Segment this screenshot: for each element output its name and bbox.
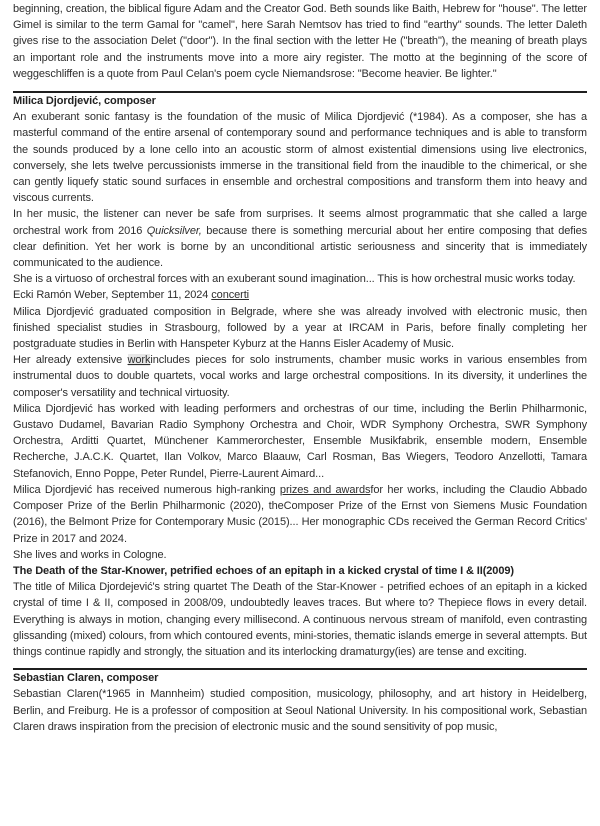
paragraph: In her music, the listener can never be safe from surprises. It seems almost programmatic that she called a large orchestral work from 2016 Quicksilver, because there is something mercurial about her entire composing that defies clear definition. Yet her work is borne by an unconditional artistic seriousness and sincerity that is immediately communicated to the audience. xyxy=(13,208,587,270)
paragraph: Milica Djordjević has received numerous high-ranking prizes and awardsfor her works, including the Claudio Abbado Composer Prize of the Berlin Philharmonic (2020), theComposer Prize of the Ernst von Siemens Music Foundation (2016), the Belmont Prize for Contemporary Music (2015)... Her monographic CDs received the German Record Critics' Prize in 2017 and 2024. xyxy=(13,483,587,545)
paragraph: Sebastian Claren(*1965 in Mannheim) studied composition, musicology, philosophy, and art history in Heidelberg, Berlin, and Freiburg. He is a professor of composition at Seoul National University. In his compositional work, Sebastian Claren draws inspiration from the precision of electronic music and the sound sensitivity of pop music, xyxy=(13,688,587,733)
paragraph: An exuberant sonic fantasy is the foundation of the music of Milica Djordjević (*1984). As a composer, she has a masterful command of the entire arsenal of contemporary sound and performance techniques and is able to transform the sounds produced by a lone cello into an acoustic storm of almost existential dimensions using live electronics, conversely, she lets twelve percussionists immerse in the transitional field from the inaudible to the chimerical, or she can gently liquefy static sound surfaces in ensemble and orchestral compositions and transform them into heavy and viscous currents. xyxy=(13,111,587,205)
paragraph: beginning, creation, the biblical figure Adam and the Creator God. Beth sounds like Baith, Hebrew for "house". The letter Gimel is similar to the term Gamal for "camel", here Sarah Nemtsov has tried to find "earthy" sounds. The letter Daleth gives rise to the association Delet ("door"). In the final section with the letter He ("breath"), the meaning of breath plays an important role and the instruments move into a more airy register. The motto at the beginning of the score of weggeschliffen is a quote from Paul Celan's poem cycle Niemandsrose: "Become heavier. Be lighter." xyxy=(13,3,587,80)
section-heading: The Death of the Star-Knower, petrified echoes of an epitaph in a kicked crystal of time I & II(2009) xyxy=(13,564,514,577)
paragraph-citation: Ecki Ramón Weber, September 11, 2024 concerti xyxy=(13,289,249,302)
section-sebastian-claren xyxy=(13,670,587,735)
work-link[interactable]: work xyxy=(127,354,151,367)
paragraph: Her already extensive workincludes pieces for solo instruments, chamber music works in various ensembles from instrumental duos to double quartets, vocal works and large orchestral compositions. In its diversity, it underlines the composer's versatility and technical virtuosity. xyxy=(13,354,587,399)
section-milica-djordjevic xyxy=(13,93,587,563)
paragraph: She is a virtuoso of orchestral forces with an exuberant sound imagination... This is how orchestral music works today. xyxy=(13,273,576,286)
paragraph: The title of Milica Djordejević's string quartet The Death of the Star-Knower - petrified echoes of an epitaph in a kicked crystal of time I & II, composed in 2008/09, undoubtedly leaves traces. But where to? Thepiece flows in every detail. Everything is always in motion, changing every millisecond. A continuous nervous stream of manifold, even contrasting glissanding (mixed) colours, from which contoured events, mini-stories, thematic islands emerge in several attempts. But things continue rapidly and strongly, the situation and its interlocking dramaturgy(ies) are tense and exciting. xyxy=(13,581,587,658)
paragraph: Milica Djordjević graduated composition in Belgrade, where she was already involved with electronic music, then finished specialist studies in Strasbourg, followed by a year at IRCAM in Paris, before finally completing her postgraduate studies in Berlin with Hanspeter Kyburz at the Hanns Eisler Academy of Music. xyxy=(13,305,587,351)
section-heading: Milica Djordjević, composer xyxy=(13,95,156,108)
section-weggeschliffen-continued xyxy=(13,1,587,82)
concerti-link[interactable]: concerti xyxy=(211,289,249,302)
prizes-and-awards-link[interactable]: prizes and awards xyxy=(279,483,371,496)
paragraph: Milica Djordjević has worked with leading performers and orchestras of our time, including the Berlin Philharmonic, Gustavo Dudamel, Bavarian Radio Symphony Orchestra and Choir, WDR Symphony Orchestra, SWR Symphony Orchestra, Arditti Quartet, Münchener Kammerorchester, Ensemble Musikfabrik, ensemble modern, Ensemble Recherche, J.A.C.K. Quartet, Ilan Volkov, Marco Blaauw, Carl Rosman, Bas Wiegers, Teodoro Anzellotti, Tamara Stefanovich, Enno Poppe, Peter Rundel, Pierre-Laurent Aimard... xyxy=(13,402,587,480)
italic-text: Quicksilver, xyxy=(146,224,202,237)
paragraph: She lives and works in Cologne. xyxy=(13,548,167,561)
section-star-knower xyxy=(13,563,587,660)
section-heading: Sebastian Claren, composer xyxy=(13,672,159,685)
